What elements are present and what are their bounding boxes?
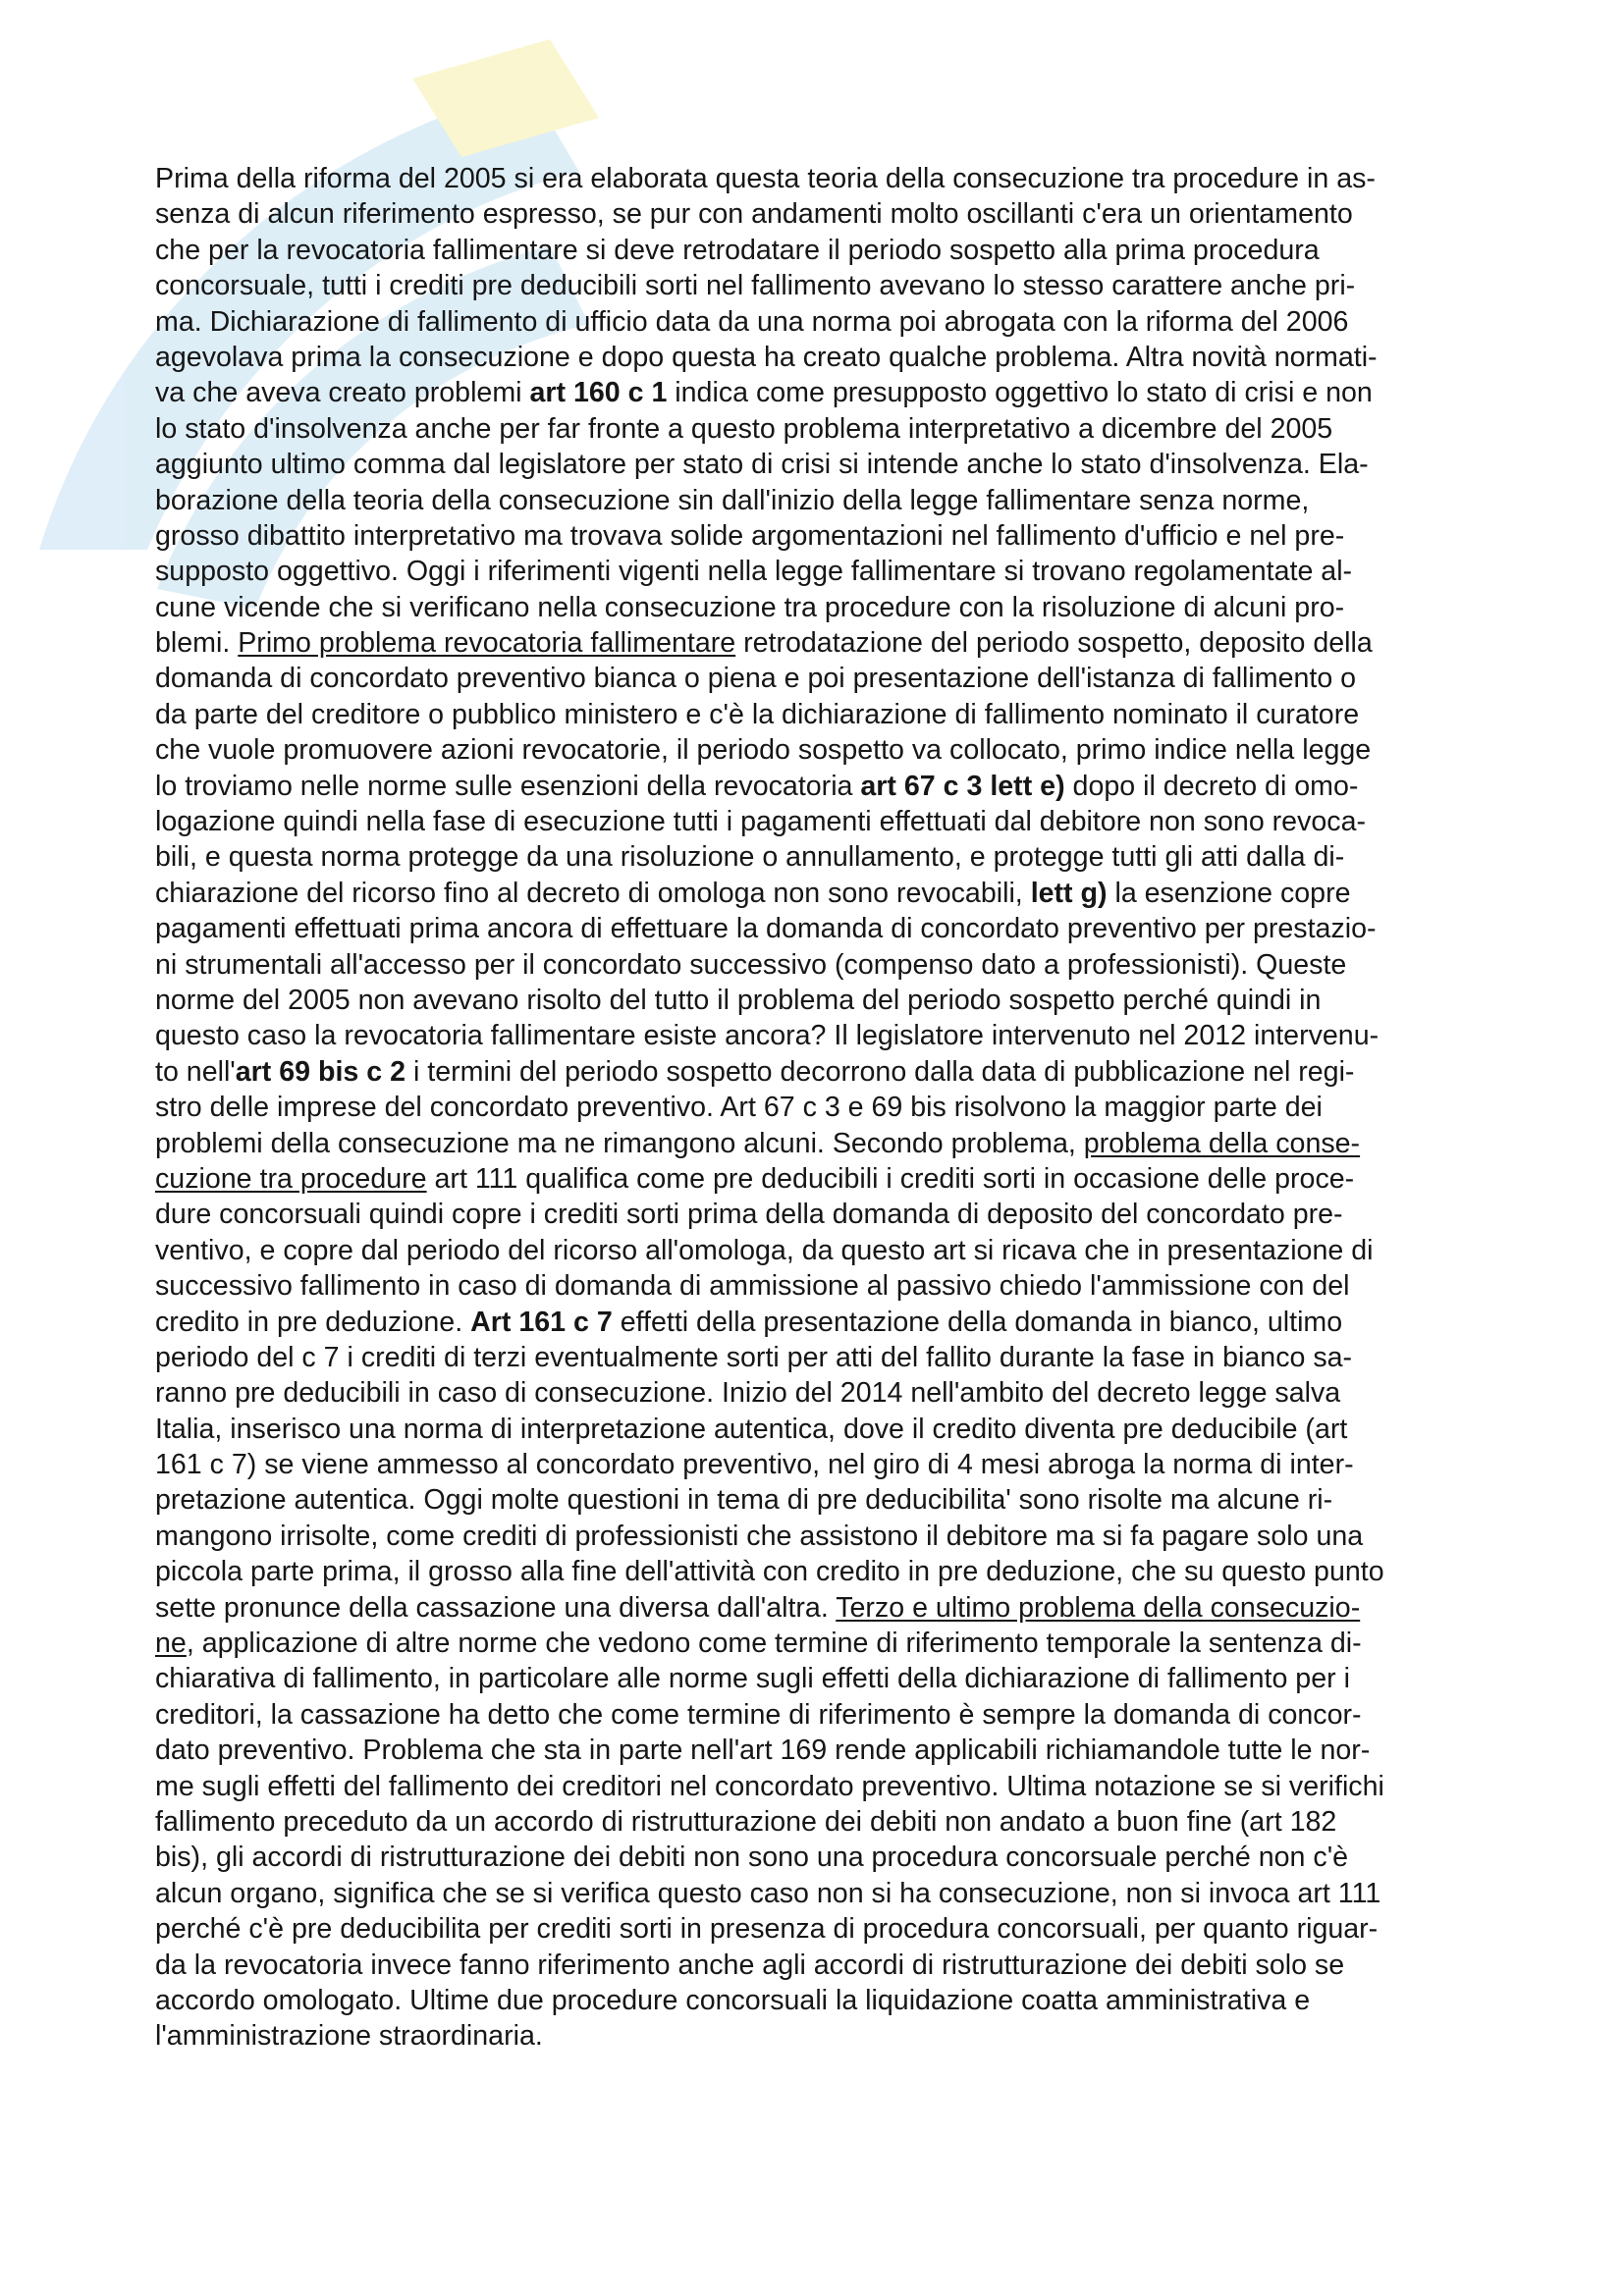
text-run: questo caso la revocatoria fallimentare esiste ancora? Il legislatore intervenuto nel 2012 intervenu-	[155, 1020, 1380, 1052]
text-run: domanda di concordato preventivo bianca o piena e poi presentazione dell'istanza di fallimento o	[155, 663, 1357, 695]
text-line	[155, 1412, 1490, 1447]
text-line	[155, 1840, 1490, 1875]
text-line	[155, 1876, 1490, 1911]
text-line	[155, 233, 1490, 268]
text-run: che per la revocatoria fallimentare si deve retrodatare il periodo sospetto alla prima procedura	[155, 234, 1320, 266]
text-run: chiarazione del ricorso fino al decreto di omologa non sono revocabili,	[155, 877, 1031, 909]
text-run: alcun organo, significa che se si verifica questo caso non si ha consecuzione, non si invoca art 111	[155, 1877, 1381, 1909]
text-run: dopo il decreto di omo-	[1064, 770, 1359, 802]
text-run: ni strumentali all'accesso per il concordato successivo (compenso dato a professionisti). Queste	[155, 948, 1347, 981]
text-run: piccola parte prima, il grosso alla fine dell'attività con credito in pre deduzione, che su questo punto	[155, 1556, 1384, 1588]
text-line	[155, 1590, 1490, 1626]
text-line	[155, 1948, 1490, 1983]
text-run: problemi della consecuzione ma ne rimangono alcuni. Secondo problema,	[155, 1127, 1084, 1159]
text-line	[155, 911, 1490, 946]
text-run: accordo omologato. Ultime due procedure concorsuali la liquidazione coatta amministrativa e	[155, 1984, 1311, 2016]
text-line	[155, 375, 1490, 410]
text-line	[155, 411, 1490, 447]
text-run: va che aveva creato problemi	[155, 377, 530, 409]
text-line	[155, 839, 1490, 875]
text-run: supposto oggettivo. Oggi i riferimenti vigenti nella legge fallimentare si trovano regolamentate al-	[155, 556, 1353, 588]
text-run: me sugli effetti del fallimento dei creditori nel concordato preventivo. Ultima notazione se si verifichi	[155, 1770, 1384, 1802]
text-run: l'amministrazione straordinaria.	[155, 2020, 543, 2053]
text-line	[155, 1482, 1490, 1518]
text-line	[155, 769, 1490, 804]
text-run: retrodatazione del periodo sospetto, deposito della	[735, 627, 1373, 660]
text-run: da parte del creditore o pubblico ministero e c'è la dichiarazione di fallimento nominato il curatore	[155, 698, 1360, 730]
text-line	[155, 340, 1490, 375]
bold-reference: art 67 c 3 lett e)	[860, 770, 1065, 802]
text-line	[155, 625, 1490, 661]
text-line	[155, 590, 1490, 625]
text-line	[155, 1161, 1490, 1197]
text-line	[155, 804, 1490, 839]
text-line	[155, 518, 1490, 554]
text-run: bili, e questa norma protegge da una risoluzione o annullamento, e protegge tutti gli atti dalla di-	[155, 841, 1345, 874]
text-run: logazione quindi nella fase di esecuzione tutti i pagamenti effettuati dal debitore non sono revoca-	[155, 806, 1367, 838]
text-line	[155, 1804, 1490, 1840]
text-line	[155, 483, 1490, 518]
text-line	[155, 1554, 1490, 1589]
text-run: ranno pre deducibili in caso di consecuzione. Inizio del 2014 nell'ambito del decreto legge salva	[155, 1377, 1341, 1410]
text-line	[155, 268, 1490, 303]
text-line	[155, 661, 1490, 696]
text-run: da la revocatoria invece fanno riferimento anche agli accordi di ristrutturazione dei debiti solo se	[155, 1949, 1345, 1981]
text-line	[155, 1697, 1490, 1733]
text-line	[155, 447, 1490, 482]
text-run: to nell'	[155, 1055, 236, 1088]
text-line	[155, 697, 1490, 732]
text-run: indica come presupposto oggettivo lo stato di crisi e non	[667, 377, 1373, 409]
body-text	[155, 161, 1490, 2055]
text-run: mangono irrisolte, come crediti di professionisti che assistono il debitore ma si fa pagare solo una	[155, 1520, 1364, 1552]
text-run: perché c'è pre deducibilita per crediti sorti in presenza di procedura concorsuali, per quanto riguar-	[155, 1913, 1379, 1946]
text-run: ventivo, e copre dal periodo del ricorso all'omologa, da questo art si ricava che in presentazione di	[155, 1234, 1374, 1266]
underlined-heading: cuzione tra procedure	[155, 1162, 427, 1195]
text-line	[155, 983, 1490, 1018]
text-run: agevolava prima la consecuzione e dopo questa ha creato qualche problema. Altra novità normati-	[155, 341, 1378, 373]
text-run: ma. Dichiarazione di fallimento di ufficio data da una norma poi abrogata con la riforma del 2006	[155, 305, 1349, 338]
text-run: 161 c 7) se viene ammesso al concordato preventivo, nel giro di 4 mesi abroga la norma di inter-	[155, 1449, 1354, 1481]
text-run: pagamenti effettuati prima ancora di effettuare la domanda di concordato preventivo per prestazio-	[155, 913, 1377, 945]
text-line	[155, 1305, 1490, 1340]
text-run: i termini del periodo sospetto decorrono dalla data di pubblicazione nel regi-	[406, 1055, 1355, 1088]
text-line	[155, 1447, 1490, 1482]
text-line	[155, 1197, 1490, 1232]
underlined-heading: problema della conse-	[1083, 1127, 1361, 1159]
text-line	[155, 1375, 1490, 1411]
text-line	[155, 1626, 1490, 1661]
underlined-heading: Primo problema revocatoria fallimentare	[238, 627, 736, 660]
text-run: lo stato d'insolvenza anche per far fronte a questo problema interpretativo a dicembre del 2005	[155, 412, 1333, 445]
text-run: grosso dibattito interpretativo ma trovava solide argomentazioni nel fallimento d'ufficio e nel pre-	[155, 519, 1345, 552]
bold-reference: lett g)	[1030, 877, 1108, 909]
text-line	[155, 1126, 1490, 1161]
text-run: blemi.	[155, 627, 239, 660]
text-run: fallimento preceduto da un accordo di ristrutturazione dei debiti non andato a buon fine (art 182	[155, 1805, 1337, 1838]
text-line	[155, 1661, 1490, 1696]
bold-reference: Art 161 c 7	[470, 1306, 613, 1338]
text-line	[155, 1911, 1490, 1947]
text-run: dure concorsuali quindi copre i crediti sorti prima della domanda di deposito del concordato pre-	[155, 1199, 1343, 1231]
text-line	[155, 1519, 1490, 1554]
text-line	[155, 1018, 1490, 1053]
text-line	[155, 1733, 1490, 1768]
text-line	[155, 1233, 1490, 1268]
text-run: sette pronunce della cassazione una diversa dall'altra.	[155, 1591, 837, 1624]
text-line	[155, 1769, 1490, 1804]
text-run: periodo del c 7 i crediti di terzi eventualmente sorti per atti del fallito durante la fase in bianco sa-	[155, 1341, 1353, 1373]
text-run: pretazione autentica. Oggi molte questioni in tema di pre deducibilita' sono risolte ma alcune ri-	[155, 1484, 1333, 1517]
underlined-heading: ne	[155, 1628, 187, 1660]
text-run: borazione della teoria della consecuzione sin dall'inizio della legge fallimentare senza norme,	[155, 484, 1310, 516]
bold-reference: art 160 c 1	[529, 377, 668, 409]
text-run: dato preventivo. Problema che sta in parte nell'art 169 rende applicabili richiamandole tutte le nor-	[155, 1735, 1371, 1767]
text-run: lo troviamo nelle norme sulle esenzioni della revocatoria	[155, 770, 861, 802]
text-line	[155, 1054, 1490, 1090]
text-run: aggiunto ultimo comma dal legislatore per stato di crisi si intende anche lo stato d'insolvenza. Ela-	[155, 449, 1369, 481]
text-run: stro delle imprese del concordato preventivo. Art 67 c 3 e 69 bis risolvono la maggior parte dei	[155, 1092, 1323, 1124]
text-line	[155, 161, 1490, 196]
text-run: chiarativa di fallimento, in particolare alle norme sugli effetti della dichiarazione di fallimento per i	[155, 1663, 1350, 1695]
text-run: senza di alcun riferimento espresso, se pur con andamenti molto oscillanti c'era un orientamento	[155, 198, 1353, 231]
text-line	[155, 554, 1490, 589]
text-line	[155, 947, 1490, 983]
text-line	[155, 1090, 1490, 1125]
text-run: successivo fallimento in caso di domanda di ammissione al passivo chiedo l'ammissione con del	[155, 1270, 1350, 1303]
text-run: credito in pre deduzione.	[155, 1306, 471, 1338]
text-run: la esenzione copre	[1107, 877, 1351, 909]
text-run: che vuole promuovere azioni revocatorie, il periodo sospetto va collocato, primo indice nella legge	[155, 734, 1372, 767]
text-run: Italia, inserisco una norma di interpretazione autentica, dove il credito diventa pre deducibile (art	[155, 1413, 1348, 1445]
watermark-accent-shape	[412, 39, 599, 157]
text-run: creditori, la cassazione ha detto che come termine di riferimento è sempre la domanda di concor-	[155, 1698, 1362, 1731]
text-run: cune vicende che si verificano nella consecuzione tra procedure con la risoluzione di alcuni pro-	[155, 591, 1345, 623]
text-run: Prima della riforma del 2005 si era elaborata questa teoria della consecuzione tra procedure in as-	[155, 163, 1376, 194]
text-run: bis), gli accordi di ristrutturazione dei debiti non sono una procedura concorsuale perché non c'è	[155, 1842, 1349, 1874]
text-line	[155, 1268, 1490, 1304]
text-run: norme del 2005 non avevano risolto del tutto il problema del periodo sospetto perché quindi in	[155, 984, 1322, 1016]
text-line	[155, 1983, 1490, 2018]
text-line	[155, 2018, 1490, 2054]
text-run: concorsuale, tutti i crediti pre deducibili sorti nel fallimento avevano lo stesso carattere anche pri-	[155, 270, 1356, 302]
underlined-heading: Terzo e ultimo problema della consecuzio-	[836, 1591, 1361, 1624]
text-line	[155, 732, 1490, 768]
text-line	[155, 876, 1490, 911]
text-run: art 111 qualifica come pre deducibili i crediti sorti in occasione delle proce-	[426, 1162, 1355, 1195]
text-line	[155, 1340, 1490, 1375]
bold-reference: art 69 bis c 2	[235, 1055, 406, 1088]
text-line	[155, 196, 1490, 232]
text-run: effetti della presentazione della domanda in bianco, ultimo	[612, 1306, 1343, 1338]
text-line	[155, 304, 1490, 340]
text-run: , applicazione di altre norme che vedono come termine di riferimento temporale la sentenza di-	[186, 1628, 1362, 1660]
